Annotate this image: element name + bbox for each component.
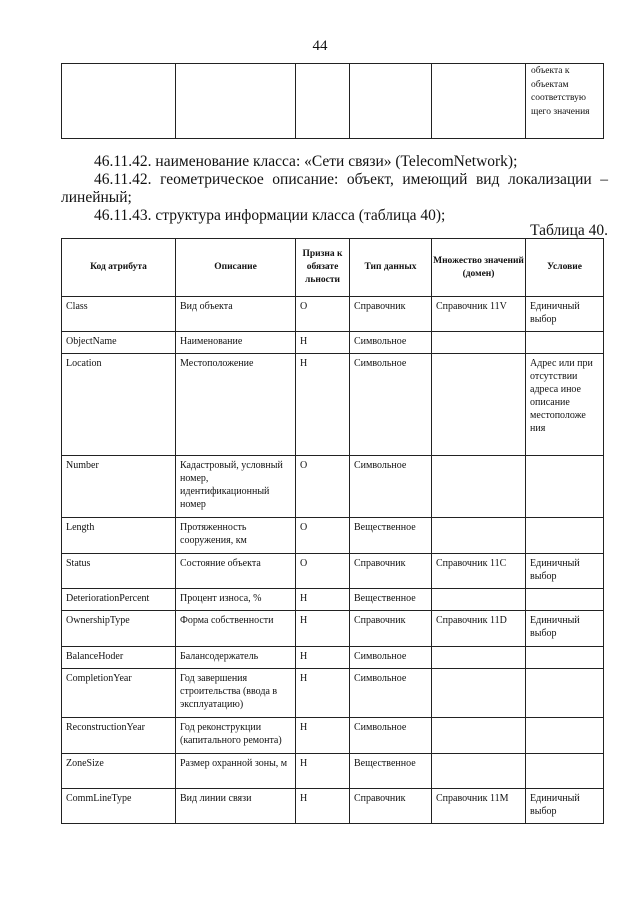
cell-description: Размер охранной зоны, м xyxy=(176,754,296,789)
cell-code: DeteriorationPercent xyxy=(62,589,176,611)
table-row xyxy=(62,297,604,332)
cell-condition: Единичный выбор xyxy=(526,297,604,332)
cell-code: Length xyxy=(62,518,176,554)
cell-mandatory: Н xyxy=(296,332,350,354)
cell-condition: Единичный выбор xyxy=(526,611,604,647)
cell-condition: Единичный выбор xyxy=(526,554,604,589)
cell-domain xyxy=(432,456,526,518)
cell-domain xyxy=(432,718,526,754)
table-row xyxy=(62,789,604,824)
cell-code: CommLineType xyxy=(62,789,176,824)
cell-condition xyxy=(526,669,604,718)
cell-condition xyxy=(526,589,604,611)
table-cell xyxy=(526,64,604,139)
cell-condition: Единичный выбор xyxy=(526,789,604,824)
cell-mandatory: Н xyxy=(296,647,350,669)
paragraph-geometry: 46.11.42. геометрическое описание: объект, имеющий вид локализации – xyxy=(94,171,608,188)
cell-description: Местоположение xyxy=(176,354,296,456)
cell-type: Справочник xyxy=(350,554,432,589)
table-row xyxy=(62,354,604,456)
table-row xyxy=(62,669,604,718)
table-cell xyxy=(176,64,296,139)
table-row xyxy=(62,554,604,589)
cell-mandatory: О xyxy=(296,554,350,589)
cell-condition xyxy=(526,518,604,554)
cell-condition xyxy=(526,754,604,789)
table-row xyxy=(62,456,604,518)
table-row xyxy=(62,589,604,611)
cell-domain: Справочник 11C xyxy=(432,554,526,589)
table-header-row xyxy=(62,239,604,297)
table-cell xyxy=(296,64,350,139)
table-row xyxy=(62,718,604,754)
cell-type: Символьное xyxy=(350,332,432,354)
cell-condition xyxy=(526,718,604,754)
cell-mandatory: Н xyxy=(296,611,350,647)
continuation-text: объекта к объектам соответствую щего значения xyxy=(531,66,590,117)
cell-description: Год завершения строительства (ввода в эксплуатацию) xyxy=(176,669,296,718)
cell-mandatory: О xyxy=(296,518,350,554)
cell-description: Кадастровый, условный номер, идентификационный номер xyxy=(176,456,296,518)
cell-code: Number xyxy=(62,456,176,518)
cell-mandatory: Н xyxy=(296,354,350,456)
header-domain: Множество значений (домен) xyxy=(432,239,526,297)
cell-code: Class xyxy=(62,297,176,332)
cell-condition xyxy=(526,332,604,354)
cell-type: Справочник xyxy=(350,611,432,647)
cell-type: Символьное xyxy=(350,718,432,754)
table-row xyxy=(62,518,604,554)
cell-type: Вещественное xyxy=(350,754,432,789)
header-attribute-code: Код атрибута xyxy=(62,239,176,297)
cell-mandatory: Н xyxy=(296,669,350,718)
cell-description: Процент износа, % xyxy=(176,589,296,611)
cell-type: Справочник xyxy=(350,297,432,332)
cell-domain xyxy=(432,669,526,718)
cell-code: OwnershipType xyxy=(62,611,176,647)
header-data-type: Тип данных xyxy=(350,239,432,297)
cell-domain xyxy=(432,647,526,669)
paragraph-class-name: 46.11.42. наименование класса: «Сети связи» (TelecomNetwork); xyxy=(94,153,518,170)
cell-condition xyxy=(526,456,604,518)
cell-description: Наименование xyxy=(176,332,296,354)
cell-mandatory: Н xyxy=(296,754,350,789)
cell-domain: Справочник 11M xyxy=(432,789,526,824)
page-number: 44 xyxy=(312,38,328,54)
header-description: Описание xyxy=(176,239,296,297)
continued-table xyxy=(61,63,604,139)
table-row xyxy=(62,754,604,789)
table-caption: Таблица 40. xyxy=(530,222,608,239)
cell-code: ReconstructionYear xyxy=(62,718,176,754)
table-cell xyxy=(432,64,526,139)
cell-domain xyxy=(432,589,526,611)
table-row xyxy=(62,647,604,669)
cell-domain: Справочник 11D xyxy=(432,611,526,647)
cell-description: Вид линии связи xyxy=(176,789,296,824)
cell-code: Status xyxy=(62,554,176,589)
cell-description: Вид объекта xyxy=(176,297,296,332)
cell-domain xyxy=(432,518,526,554)
cell-type: Справочник xyxy=(350,789,432,824)
cell-mandatory: Н xyxy=(296,718,350,754)
cell-description: Балансодержатель xyxy=(176,647,296,669)
table-cell xyxy=(62,64,176,139)
cell-description: Год реконструкции (капитального ремонта) xyxy=(176,718,296,754)
cell-type: Символьное xyxy=(350,456,432,518)
table-row xyxy=(62,64,604,139)
attribute-table xyxy=(61,238,604,824)
cell-mandatory: О xyxy=(296,456,350,518)
cell-condition: Адрес или при отсутствии адреса иное описание местоположе ния xyxy=(526,354,604,456)
cell-description: Состояние объекта xyxy=(176,554,296,589)
header-condition: Условие xyxy=(526,239,604,297)
cell-type: Символьное xyxy=(350,354,432,456)
cell-type: Вещественное xyxy=(350,518,432,554)
cell-domain xyxy=(432,332,526,354)
cell-condition xyxy=(526,647,604,669)
cell-code: CompletionYear xyxy=(62,669,176,718)
cell-mandatory: О xyxy=(296,297,350,332)
paragraph-geometry-cont: линейный; xyxy=(61,189,132,206)
table-row xyxy=(62,332,604,354)
paragraph-structure: 46.11.43. структура информации класса (таблица 40); xyxy=(94,207,446,224)
cell-domain: Справочник 11V xyxy=(432,297,526,332)
cell-description: Форма собственности xyxy=(176,611,296,647)
cell-mandatory: Н xyxy=(296,589,350,611)
table-row xyxy=(62,611,604,647)
cell-domain xyxy=(432,754,526,789)
cell-type: Символьное xyxy=(350,647,432,669)
cell-type: Вещественное xyxy=(350,589,432,611)
header-mandatory: Призна к обязате льности xyxy=(296,239,350,297)
cell-mandatory: Н xyxy=(296,789,350,824)
cell-code: BalanceHoder xyxy=(62,647,176,669)
cell-code: ObjectName xyxy=(62,332,176,354)
cell-code: ZoneSize xyxy=(62,754,176,789)
cell-domain xyxy=(432,354,526,456)
cell-type: Символьное xyxy=(350,669,432,718)
cell-code: Location xyxy=(62,354,176,456)
table-cell xyxy=(350,64,432,139)
cell-description: Протяженность сооружения, км xyxy=(176,518,296,554)
